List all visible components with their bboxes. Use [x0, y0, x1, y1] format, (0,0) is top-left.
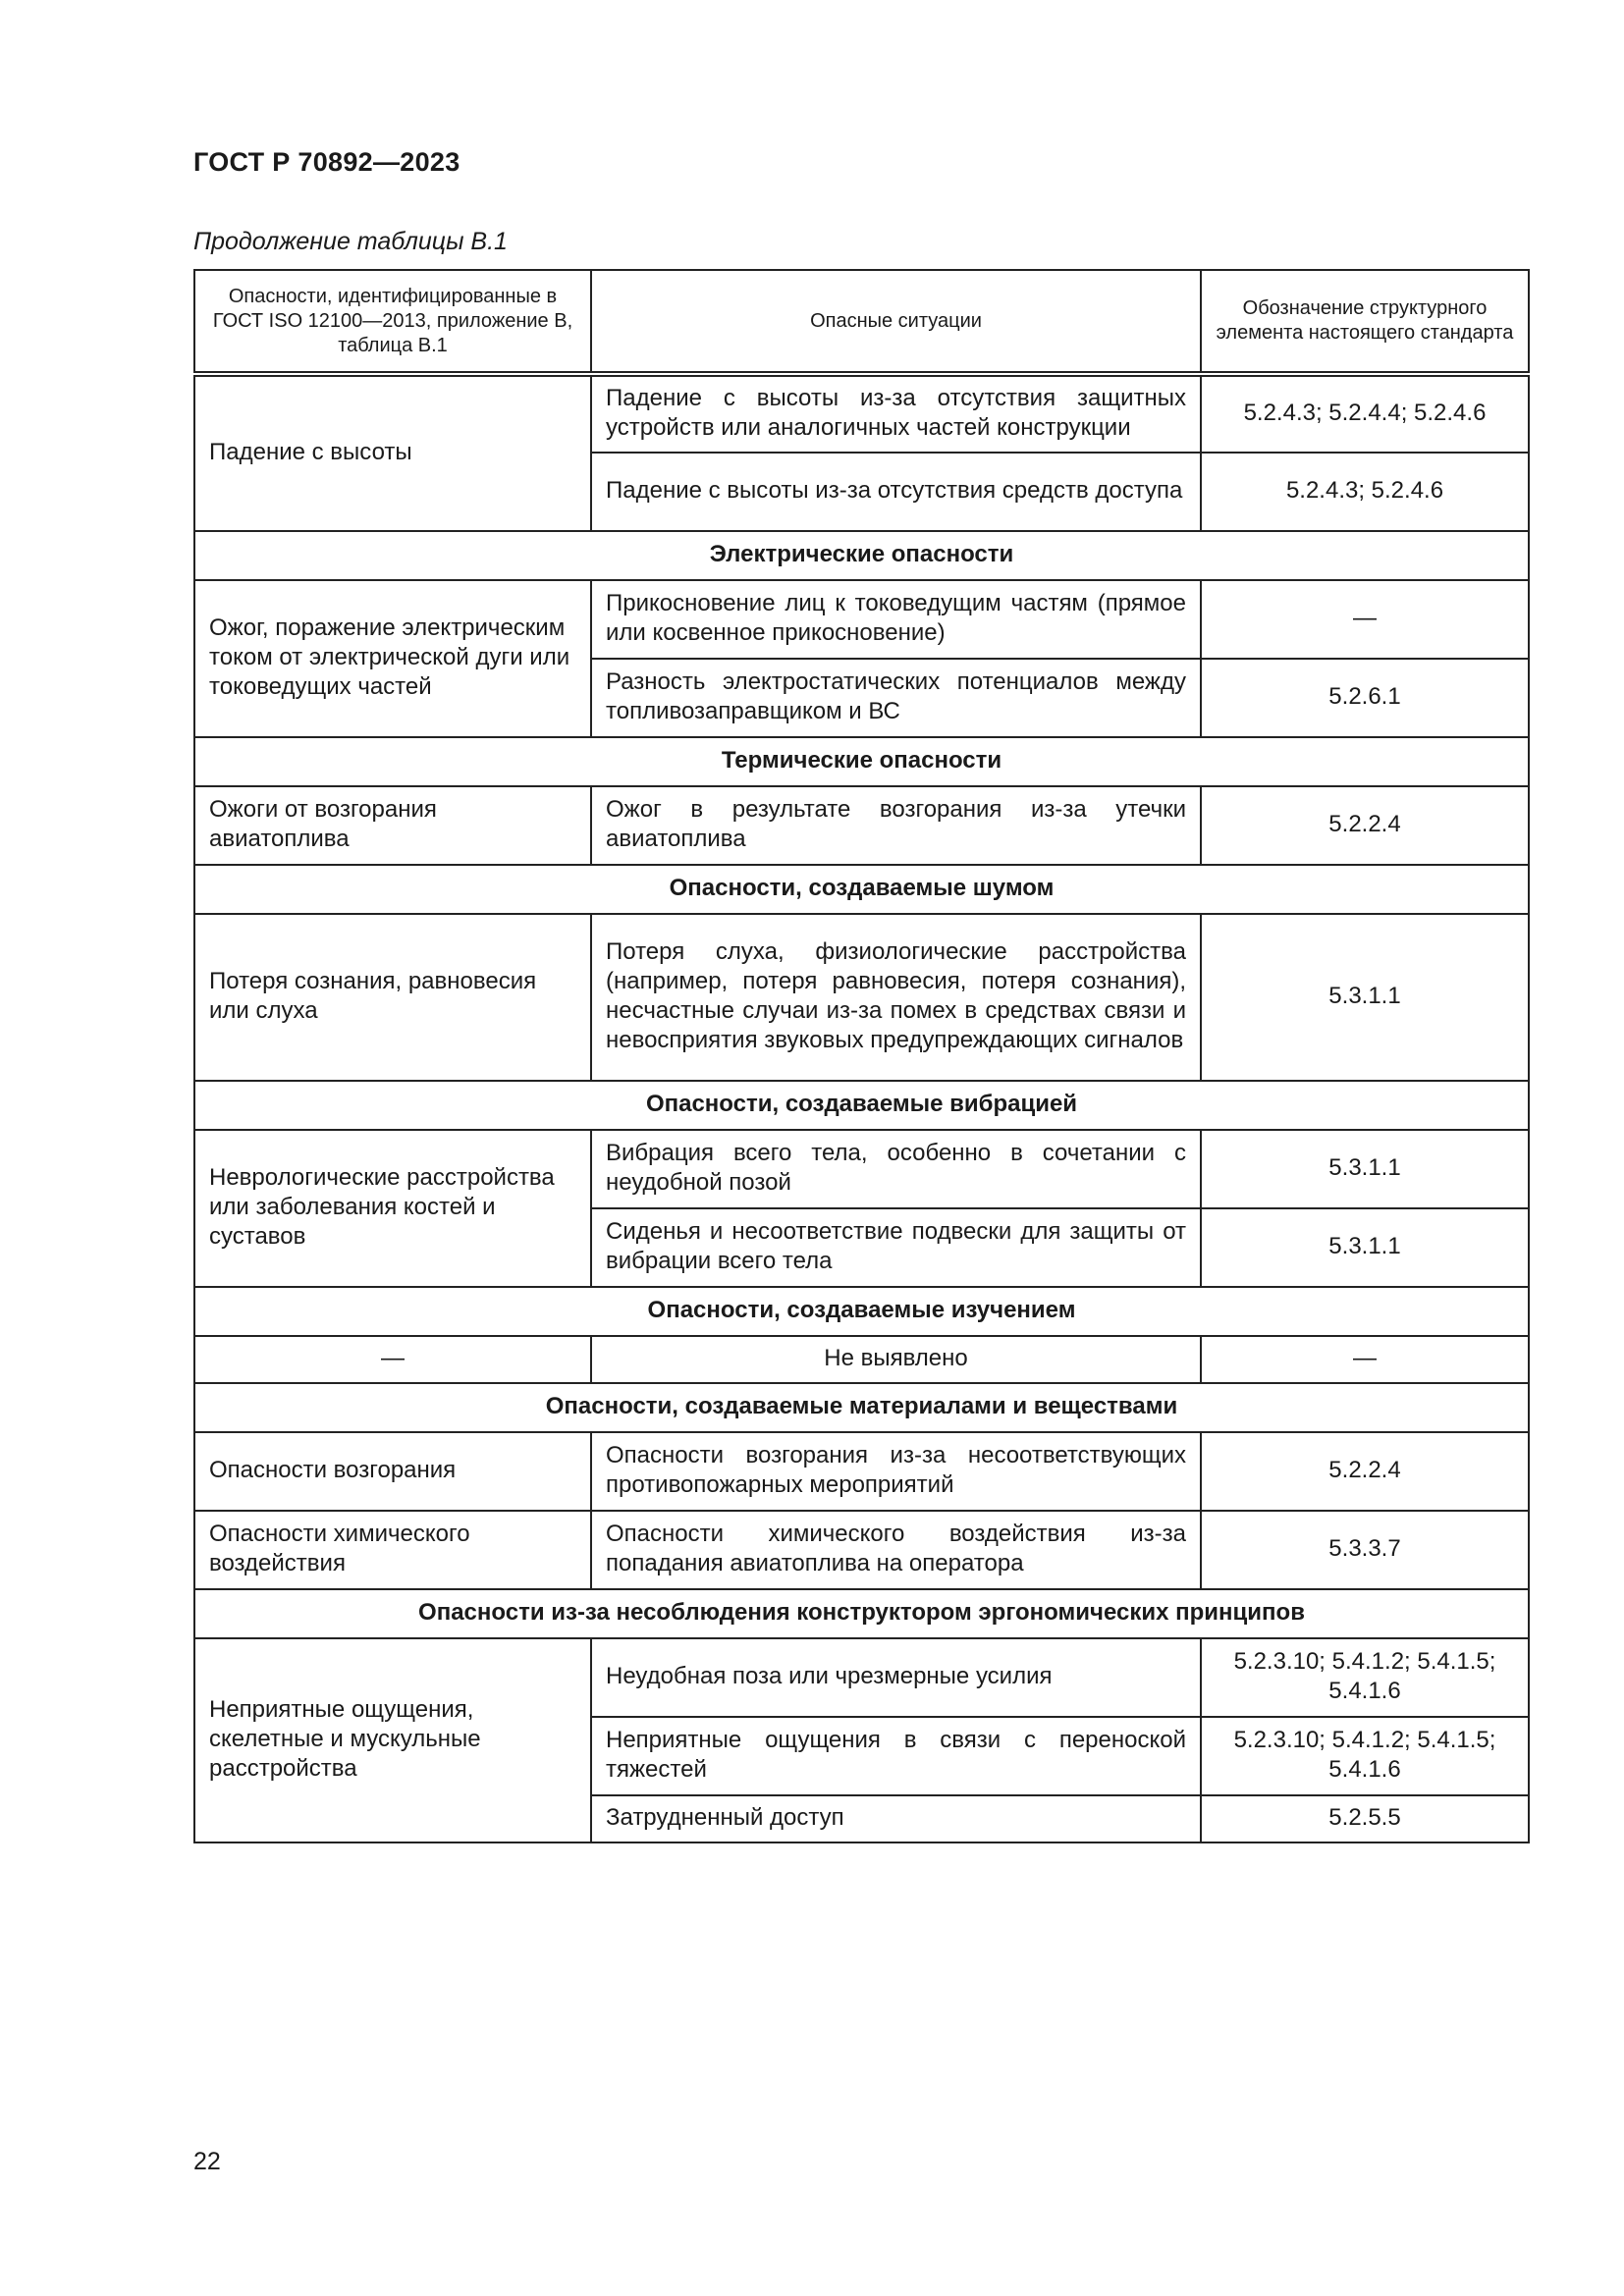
reference-cell: 5.2.2.4 [1201, 786, 1529, 865]
table-row [194, 1336, 1529, 1383]
column-header-hazards: Опасности, идентифицированные в ГОСТ ISO 12100—2013, приложение В, таблица В.1 [194, 270, 591, 374]
situation-cell: Затрудненный доступ [591, 1795, 1201, 1842]
situation-cell: Прикосновение лиц к токоведущим частям (прямое или косвенное прикосновение) [591, 580, 1201, 659]
situation-cell: Потеря слуха, физиологические расстройства (например, потеря равновесия, потеря сознания), несчастные случаи из-за помех в средствах связи и невосприятия звуковых предупреждающих сигналов [591, 914, 1201, 1081]
reference-cell: 5.2.4.3; 5.2.4.4; 5.2.4.6 [1201, 374, 1529, 453]
reference-cell: 5.3.1.1 [1201, 914, 1529, 1081]
reference-cell: 5.2.3.10; 5.4.1.2; 5.4.1.5; 5.4.1.6 [1201, 1638, 1529, 1717]
hazard-cell: Потеря сознания, равновесия или слуха [194, 914, 591, 1081]
table-row [194, 1130, 1529, 1208]
table-row [194, 914, 1529, 1081]
reference-cell: 5.2.3.10; 5.4.1.2; 5.4.1.5; 5.4.1.6 [1201, 1717, 1529, 1795]
section-row [194, 531, 1529, 580]
hazard-cell: Опасности возгорания [194, 1432, 591, 1511]
hazard-cell: Неврологические расстройства или заболевания костей и суставов [194, 1130, 591, 1287]
reference-cell: 5.3.1.1 [1201, 1130, 1529, 1208]
section-row [194, 1383, 1529, 1432]
situation-cell: Сиденья и несоответствие подвески для защиты от вибрации всего тела [591, 1208, 1201, 1287]
section-title: Опасности из-за несоблюдения конструктором эргономических принципов [194, 1589, 1529, 1638]
situation-cell: Неудобная поза или чрезмерные усилия [591, 1638, 1201, 1717]
situation-cell: Опасности возгорания из-за несоответствующих противопожарных мероприятий [591, 1432, 1201, 1511]
column-header-reference: Обозначение структурного элемента настоящего стандарта [1201, 270, 1529, 374]
section-row [194, 1081, 1529, 1130]
reference-cell: 5.2.2.4 [1201, 1432, 1529, 1511]
table-caption: Продолжение таблицы В.1 [193, 228, 508, 255]
situation-cell: Разность электростатических потенциалов между топливозаправщиком и ВС [591, 659, 1201, 737]
table-row [194, 786, 1529, 865]
section-row [194, 1589, 1529, 1638]
reference-cell: 5.2.4.3; 5.2.4.6 [1201, 453, 1529, 531]
reference-cell: 5.3.1.1 [1201, 1208, 1529, 1287]
situation-cell: Вибрация всего тела, особенно в сочетании с неудобной позой [591, 1130, 1201, 1208]
section-title: Опасности, создаваемые изучением [194, 1287, 1529, 1336]
reference-cell: — [1201, 580, 1529, 659]
table-row [194, 580, 1529, 659]
section-row [194, 1287, 1529, 1336]
reference-cell: 5.3.3.7 [1201, 1511, 1529, 1589]
situation-cell: Падение с высоты из-за отсутствия средств доступа [591, 453, 1201, 531]
hazard-cell: Падение с высоты [194, 374, 591, 531]
section-title: Термические опасности [194, 737, 1529, 786]
table-row [194, 1432, 1529, 1511]
situation-cell: Неприятные ощущения в связи с переноской тяжестей [591, 1717, 1201, 1795]
hazard-cell: Опасности химического воздействия [194, 1511, 591, 1589]
hazard-cell: Неприятные ощущения, скелетные и мускульные расстройства [194, 1638, 591, 1842]
situation-cell: Ожог в результате возгорания из-за утечки авиатоплива [591, 786, 1201, 865]
situation-cell: Опасности химического воздействия из-за попадания авиатоплива на оператора [591, 1511, 1201, 1589]
situation-cell: Не выявлено [591, 1336, 1201, 1383]
situation-cell: Падение с высоты из-за отсутствия защитных устройств или аналогичных частей конструкции [591, 374, 1201, 453]
section-row [194, 737, 1529, 786]
hazards-table [193, 269, 1530, 1843]
hazard-cell: Ожог, поражение электрическим током от электрической дуги или токоведущих частей [194, 580, 591, 737]
hazard-cell: Ожоги от возгорания авиатоплива [194, 786, 591, 865]
table-header-row [194, 270, 1529, 374]
section-title: Опасности, создаваемые вибрацией [194, 1081, 1529, 1130]
page-number: 22 [193, 2148, 221, 2175]
reference-cell: 5.2.6.1 [1201, 659, 1529, 737]
section-title: Электрические опасности [194, 531, 1529, 580]
document-title: ГОСТ Р 70892—2023 [193, 147, 460, 177]
column-header-situations: Опасные ситуации [591, 270, 1201, 374]
reference-cell: — [1201, 1336, 1529, 1383]
hazard-cell: — [194, 1336, 591, 1383]
reference-cell: 5.2.5.5 [1201, 1795, 1529, 1842]
section-title: Опасности, создаваемые шумом [194, 865, 1529, 914]
section-title: Опасности, создаваемые материалами и веществами [194, 1383, 1529, 1432]
section-row [194, 865, 1529, 914]
table-row [194, 1638, 1529, 1717]
table-row [194, 1511, 1529, 1589]
table-row [194, 374, 1529, 453]
